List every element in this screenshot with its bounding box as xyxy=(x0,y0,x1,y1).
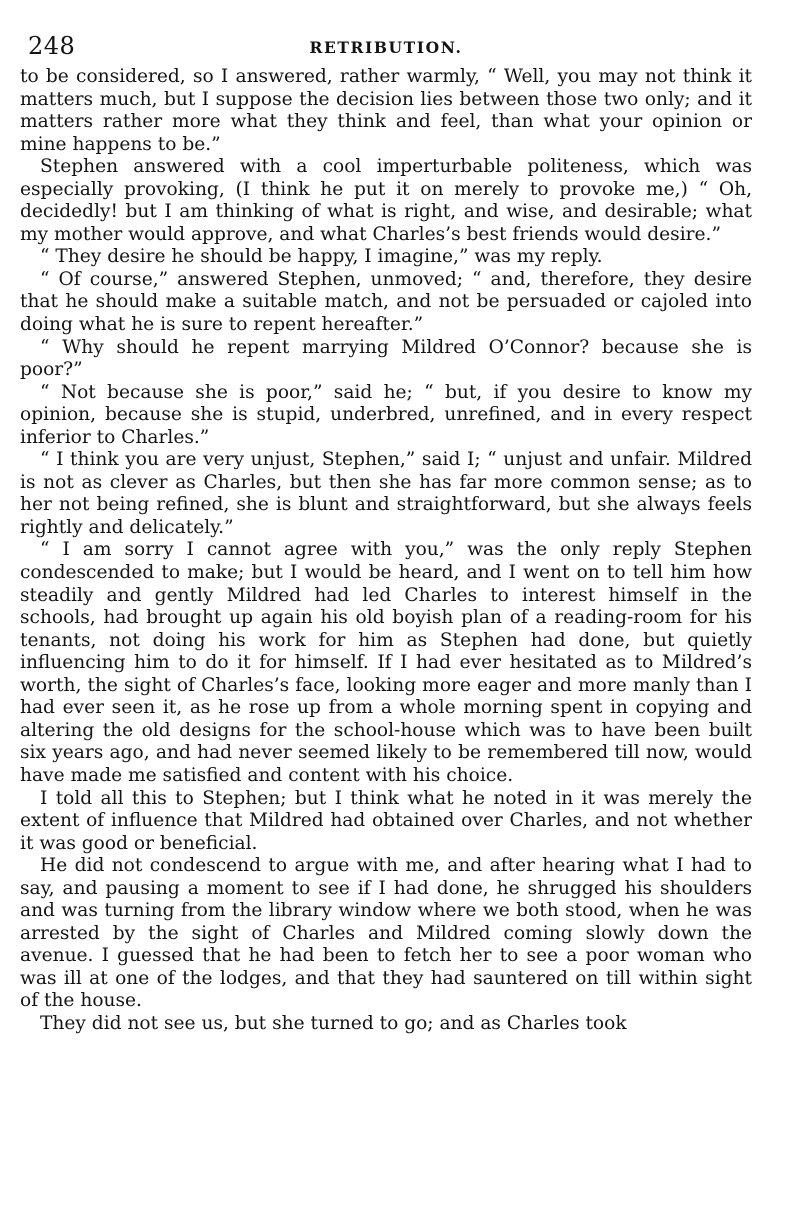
page-number: 248 xyxy=(28,32,76,60)
paragraph: “ I am sorry I cannot agree with you,” was the only reply Stephen condescended to make; but I would be heard, and I went on to tell him how steadily and gently Mildred had led Charles to interest himself in the schools, had brought up again his old boyish plan of a reading-room for his tenants, not doing his work for him as Stephen had done, but quietly influencing him to do it for himself. If I had ever hesitated as to Mildred’s worth, the sight of Charles’s face, looking more eager and more manly than I had ever seen it, as he rose up from a whole morning spent in copying and altering the old designs for the school-house which was to have been built six years ago, and had never seemed likely to be remembered till now, would have made me satisfied and content with his choice. xyxy=(20,539,752,786)
paragraph: “ They desire he should be happy, I imagine,” was my reply. xyxy=(40,246,603,268)
running-title: RETRIBUTION. xyxy=(309,38,463,57)
paragraph: I told all this to Stephen; but I think what he noted in it was merely the extent of influence that Mildred had obtained over Charles, and not whether it was good or beneficial. xyxy=(20,787,752,854)
paragraph: “ Not because she is poor,” said he; “ but, if you desire to know my opinion, because she is stupid, underbred, unrefined, and in every respect inferior to Charles.” xyxy=(20,381,752,448)
running-head xyxy=(20,32,752,66)
paragraph-continued: to be considered, so I answered, rather warmly, “ Well, you may not think it matters much, but I suppose the decision lies between those two only; and it matters rather more what they think and feel, than what your opinion or mine happens to be.” xyxy=(20,66,752,155)
body-text xyxy=(20,66,752,1036)
paragraph: “ I think you are very unjust, Stephen,” said I; “ unjust and unfair. Mildred is not as clever as Charles, but then she has far more common sense; as to her not being refined, she is blunt and straightforward, but she always feels rightly and delicately.” xyxy=(20,449,752,538)
book-page xyxy=(20,32,752,1036)
paragraph-continues: They did not see us, but she turned to go; and as Charles took xyxy=(40,1012,627,1034)
paragraph: “ Why should he repent marrying Mildred O’Connor? because she is poor?” xyxy=(20,336,752,381)
paragraph: Stephen answered with a cool imperturbable politeness, which was especially provoking, (I think he put it on merely to provoke me,) “ Oh, decidedly! but I am thinking of what is right, and wise, and desirable; what my mother would approve, and what Charles’s best friends would desire.” xyxy=(20,156,752,245)
paragraph: “ Of course,” answered Stephen, unmoved; “ and, therefore, they desire that he should make a suitable match, and not be persuaded or cajoled into doing what he is sure to repent hereafter.” xyxy=(20,268,752,336)
paragraph: He did not condescend to argue with me, and after hearing what I had to say, and pausing a moment to see if I had done, he shrugged his shoulders and was turning from the library window where we both stood, when he was arrested by the sight of Charles and Mildred coming slowly down the avenue. I guessed that he had been to fetch her to see a poor woman who was ill at one of the lodges, and that they had sauntered on till within sight of the house. xyxy=(20,855,752,1012)
